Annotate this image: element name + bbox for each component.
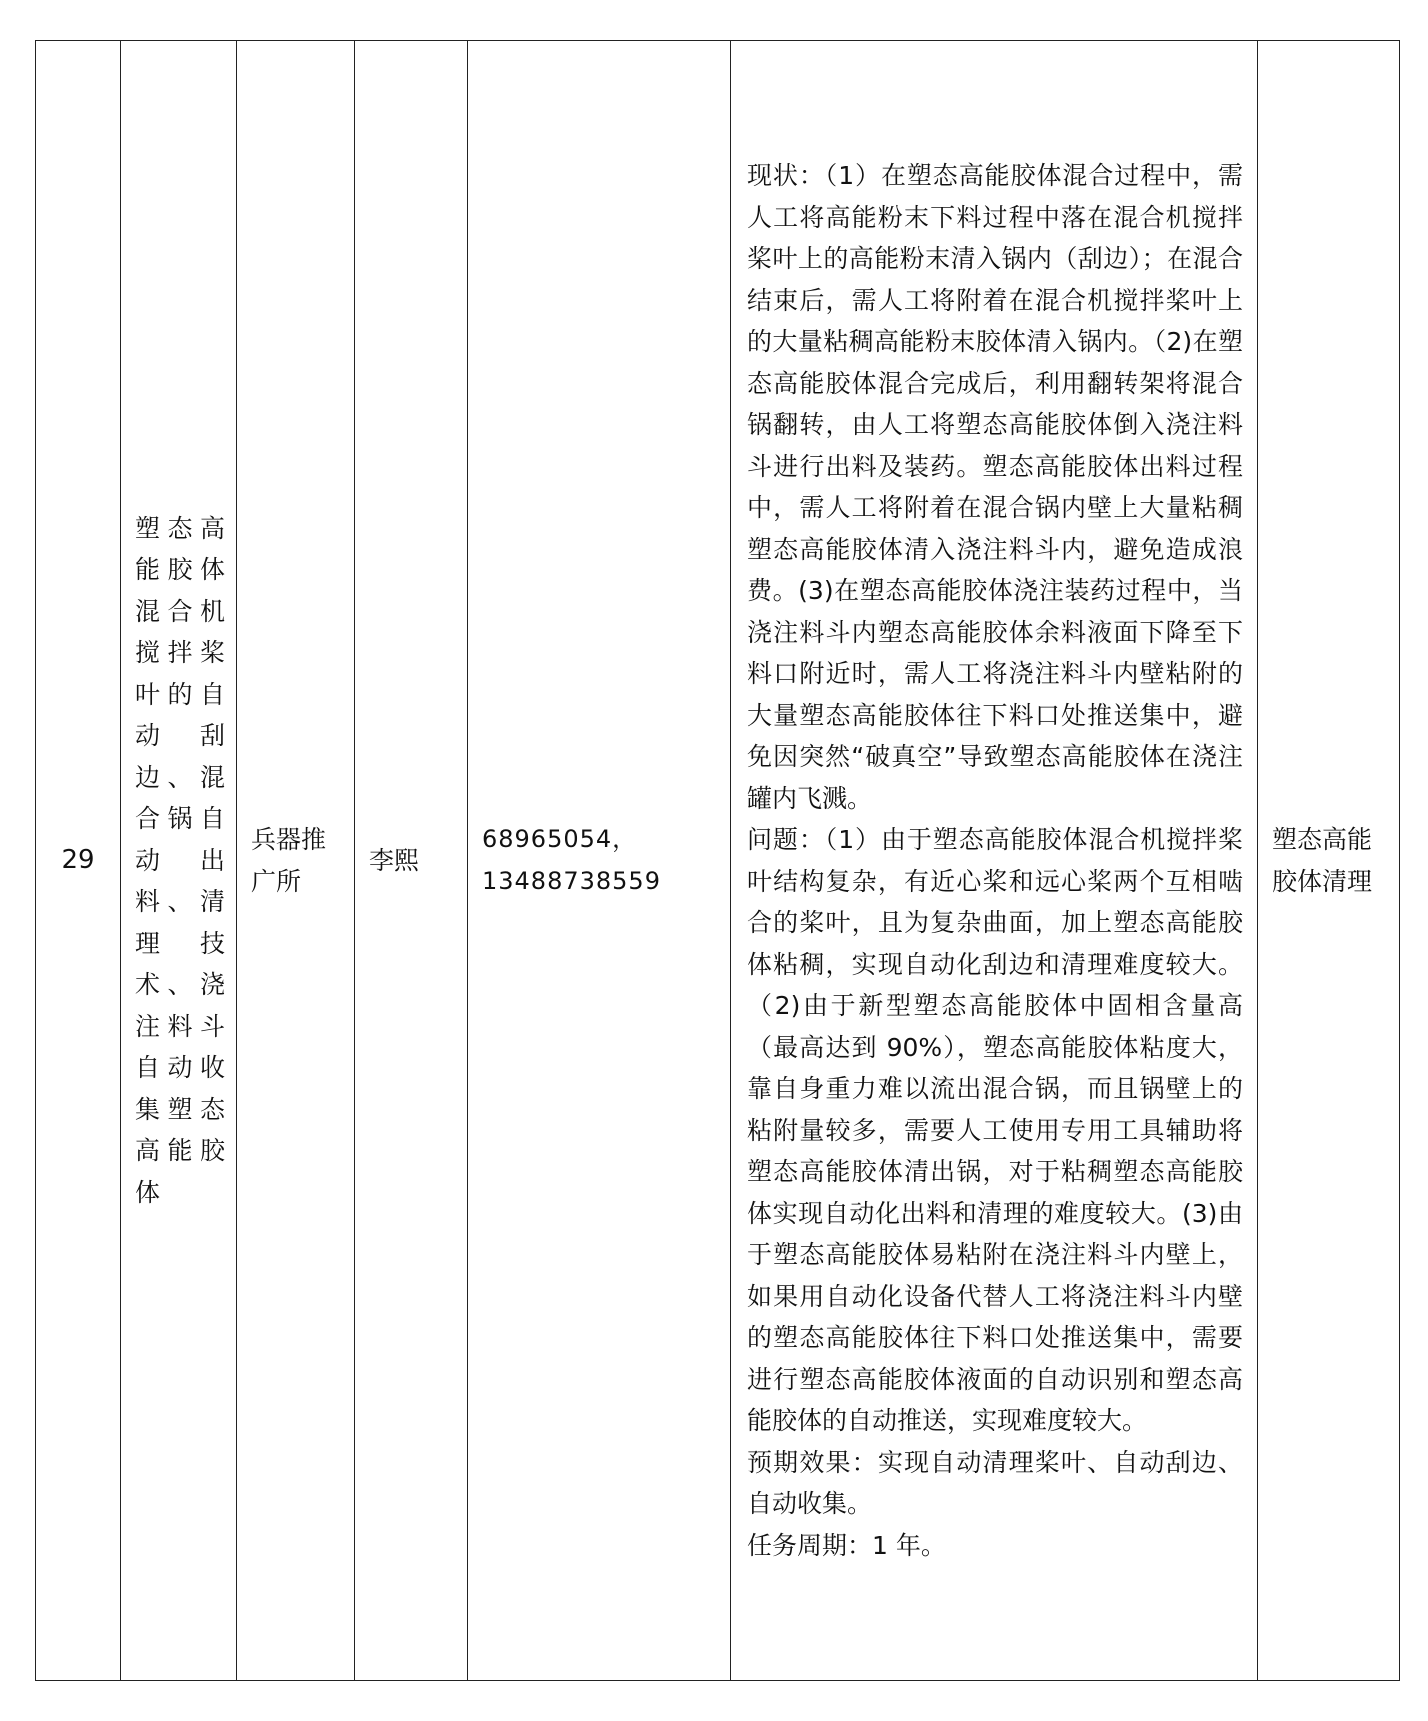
problem-paragraph: 问题：（1）由于塑态高能胶体混合机搅拌桨叶结构复杂，有近心桨和远心桨两个互相啮合的桨叶，且为复杂曲面，加上塑态高能胶体粘稠，实现自动化刮边和清理难度较大。（2)由于新型塑态高能胶体中固相含量高（最高达到 90%），塑态高能胶体粘度大，靠自身重力难以流出混合锅，而且锅壁上的粘附量较多，需要人工使用专用工具辅助将塑态高能胶体清出锅，对于粘稠塑态高能胶体实现自动化出料和清理的难度较大。(3)由于塑态高能胶体易粘附在浇注料斗内壁上，如果用自动化设备代替人工将浇注料斗内壁的塑态高能胶体往下料口处推送集中，需要进行塑态高能胶体液面的自动识别和塑态高能胶体的自动推送，实现难度较大。 [747, 825, 1243, 1435]
row-number: 29 [61, 844, 95, 875]
description-block [731, 155, 1257, 1566]
task-period-paragraph: 任务周期：1 年。 [747, 1530, 946, 1560]
requirements-table [35, 40, 1400, 1681]
table-row [36, 41, 1400, 1681]
department-name: 兵器推广所 [251, 825, 327, 896]
technical-field: 塑态高能胶体清理 [1272, 825, 1373, 896]
contact-person: 李熙 [369, 845, 420, 875]
status-paragraph: 现状：（1）在塑态高能胶体混合过程中，需人工将高能粉末下料过程中落在混合机搅拌桨叶上的高能粉末清入锅内（刮边）；在混合结束后，需人工将附着在混合机搅拌桨叶上的大量粘稠高能粉末胶体清入锅内。（2)在塑态高能胶体混合完成后，利用翻转架将混合锅翻转，由人工将塑态高能胶体倒入浇注料斗进行出料及装药。塑态高能胶体出料过程中，需人工将附着在混合锅内壁上大量粘稠塑态高能胶体清入浇注料斗内，避免造成浪费。(3)在塑态高能胶体浇注装药过程中，当浇注料斗内塑态高能胶体余料液面下降至下料口附近时，需人工将浇注料斗内壁粘附的大量塑态高能胶体往下料口处推送集中，避免因突然“破真空”导致塑态高能胶体在浇注罐内飞溅。 [747, 161, 1243, 813]
phone-numbers: 68965054， 13488738559 [482, 825, 661, 895]
description-cell [731, 41, 1258, 1681]
technical-field-cell [1258, 41, 1400, 1681]
department-cell [237, 41, 355, 1681]
project-name: 塑态高能胶体混合机搅拌桨叶的自动刮边、混合锅自动出料、清理技术、浇注料斗自动收集塑态高能胶体 [135, 513, 226, 1207]
phone-cell [468, 41, 731, 1681]
row-number-cell [36, 41, 121, 1681]
contact-cell [355, 41, 468, 1681]
project-name-cell [121, 41, 237, 1681]
expected-effect-paragraph: 预期效果：实现自动清理桨叶、自动刮边、自动收集。 [747, 1447, 1243, 1518]
